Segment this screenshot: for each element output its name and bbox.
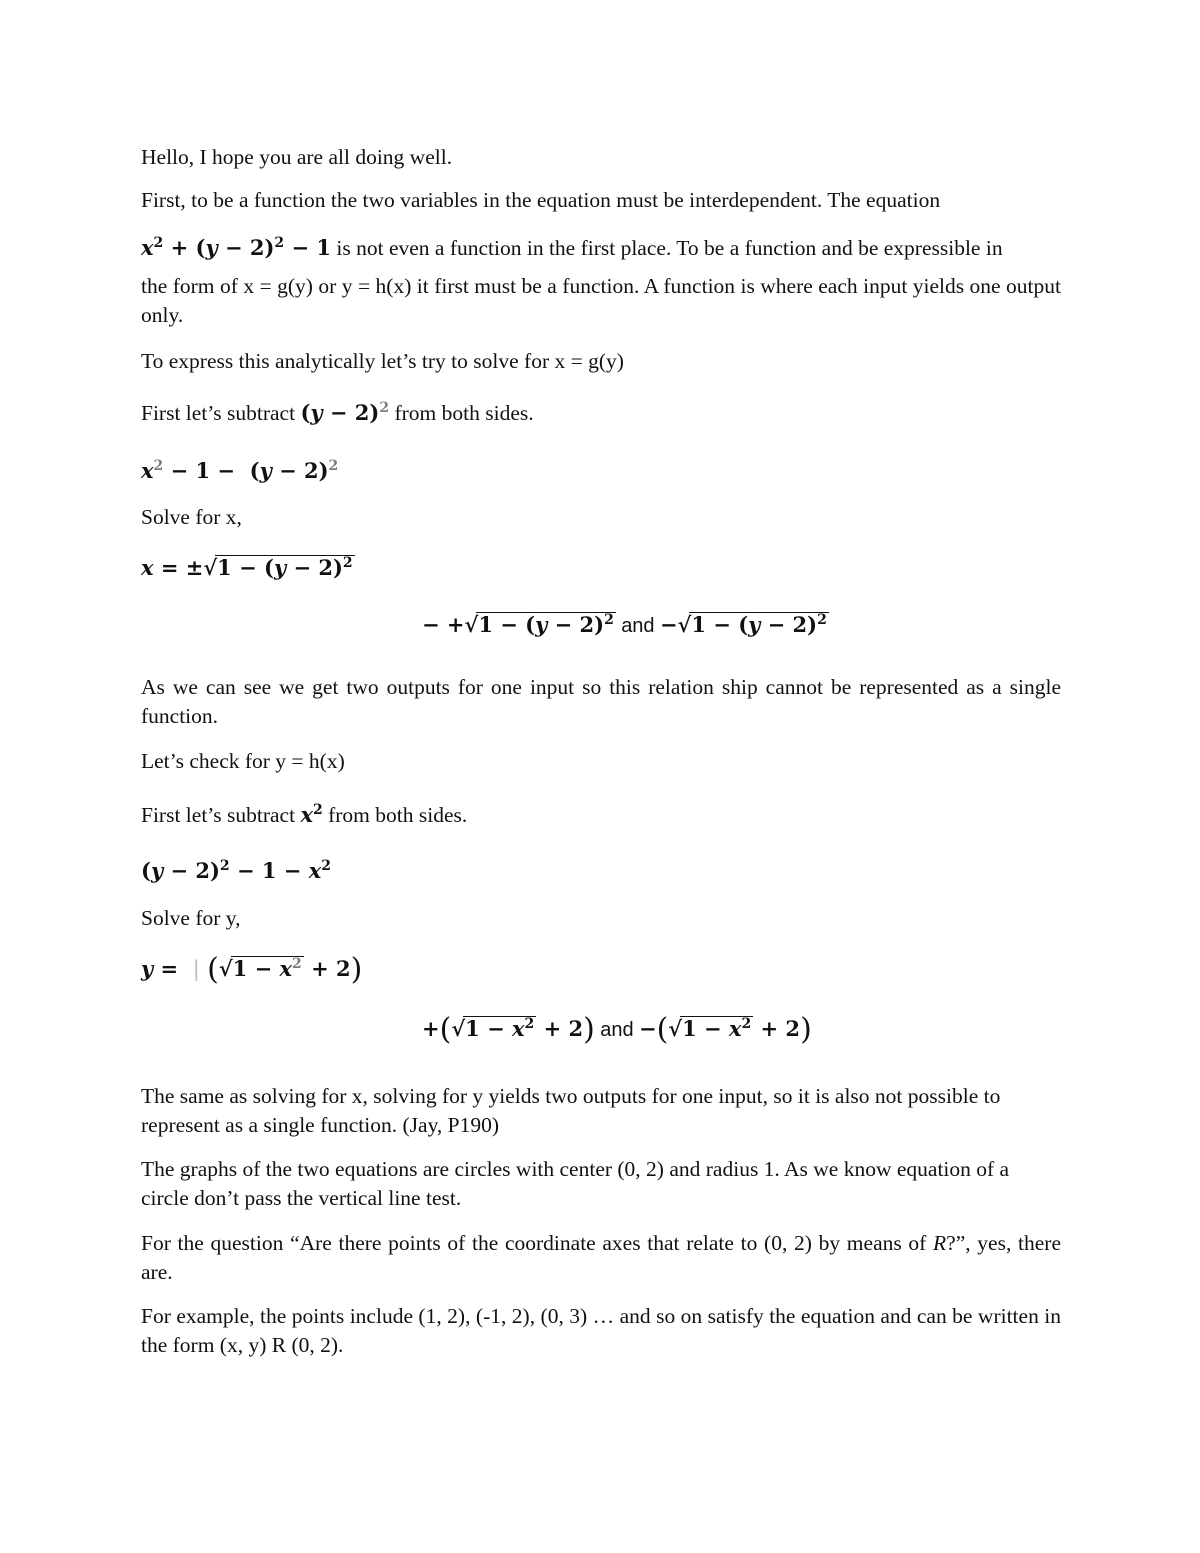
x-solution-negative: $-√1 - (y - 2)^2$	[660, 612, 829, 637]
equation-y-solution-line	[141, 952, 1061, 987]
paragraph-1-line-3	[141, 272, 1061, 330]
equation-y-squared: $(y - 2)^2 - 1 - x^2$	[141, 858, 331, 883]
greeting-text: Hello, I hope you are all doing well.	[141, 145, 453, 169]
solve-for-y-line	[141, 904, 1061, 933]
x-solution-positive: − $+√1 - (y - 2)^2$	[422, 612, 616, 637]
paragraph-1-text-c: the form of x = g(y) or y = h(x) it first must be a function. A function is where each input yields one output only.	[141, 274, 1061, 327]
x-solutions-line	[422, 610, 842, 641]
equation-y-squared-line	[141, 856, 1061, 889]
solve-for-x-text: Solve for x,	[141, 505, 242, 529]
paragraph-3-text: As we can see we get two outputs for one input so this relation ship cannot be represented as a single function.	[141, 675, 1061, 728]
greeting-line	[141, 143, 1061, 172]
paragraph-7	[141, 1229, 1061, 1287]
paragraph-2-text: To express this analytically let’s try to solve for x = g(y)	[141, 349, 624, 373]
paragraph-4	[141, 747, 1061, 776]
equation-x-solution-line	[141, 553, 1061, 583]
paragraph-7-text-a: For the question “Are there points of the coordinate axes that relate to (0, 2) by means of	[141, 1231, 927, 1255]
paragraph-1-line-2	[141, 233, 1061, 266]
paragraph-1-text-b: is not even a function in the first place. To be a function and be expressible in	[336, 236, 1003, 260]
step-2-line	[141, 800, 1061, 833]
y-solution-positive: $+(√1 - x^2 + 2)$	[422, 1012, 595, 1047]
y-solutions-line	[422, 1012, 842, 1045]
paragraph-6	[141, 1155, 1061, 1213]
equation-y-solution: y = | $(√1 - x^2 + 2)$	[141, 952, 363, 987]
paragraph-5-text: The same as solving for x, solving for y yields two outputs for one input, so it is also not possible to represent as a single function. (Jay, P190)	[141, 1084, 1001, 1137]
paragraph-7-relation-r: R	[933, 1231, 947, 1255]
paragraph-4-text: Let’s check for y = h(x)	[141, 749, 345, 773]
and-label-1: and	[621, 615, 655, 637]
step-2-text-b: from both sides.	[328, 803, 468, 827]
paragraph-1-text-a: First, to be a function the two variables in the equation must be interdependent. The equation	[141, 188, 941, 212]
equation-x-squared: $x^2 - 1 - (y - 2)^2$	[141, 458, 339, 483]
paragraph-6-text: The graphs of the two equations are circles with center (0, 2) and radius 1. As we know equation of a circle don’t pass the vertical line test.	[141, 1157, 1010, 1210]
and-label-2: and	[600, 1019, 634, 1041]
paragraph-2	[141, 347, 1061, 376]
step-1-line	[141, 398, 1061, 431]
expression-y-minus-2-squared: $(y - 2)^2$	[300, 400, 390, 425]
paragraph-5	[141, 1082, 1061, 1140]
paragraph-7-text-b: ?”, yes, there are.	[141, 1231, 1061, 1284]
step-1-text-b: from both sides.	[394, 401, 534, 425]
solve-for-y-text: Solve for y,	[141, 906, 241, 930]
paragraph-3	[141, 673, 1061, 731]
paragraph-8	[141, 1302, 1061, 1360]
step-2-text-a: First let’s subtract	[141, 803, 296, 827]
equation-x-squared-line	[141, 456, 1061, 489]
paragraph-8-text: For example, the points include (1, 2), (-1, 2), (0, 3) … and so on satisfy the equation and can be written in the form (x, y) R (0, 2).	[141, 1304, 1061, 1357]
expression-x-squared: $x^2$	[300, 802, 323, 827]
y-solution-negative: $-(√1 - x^2 + 2)$	[638, 1012, 812, 1047]
solve-for-x-line	[141, 503, 1061, 532]
equation-x-solution: $x = \pm√1 - (y - 2)^2$	[141, 555, 355, 580]
equation-circle: $x^2 + (y - 2)^2 - 1$	[141, 235, 331, 260]
step-1-text-a: First let’s subtract	[141, 401, 296, 425]
paragraph-1-line-1	[141, 186, 1061, 215]
